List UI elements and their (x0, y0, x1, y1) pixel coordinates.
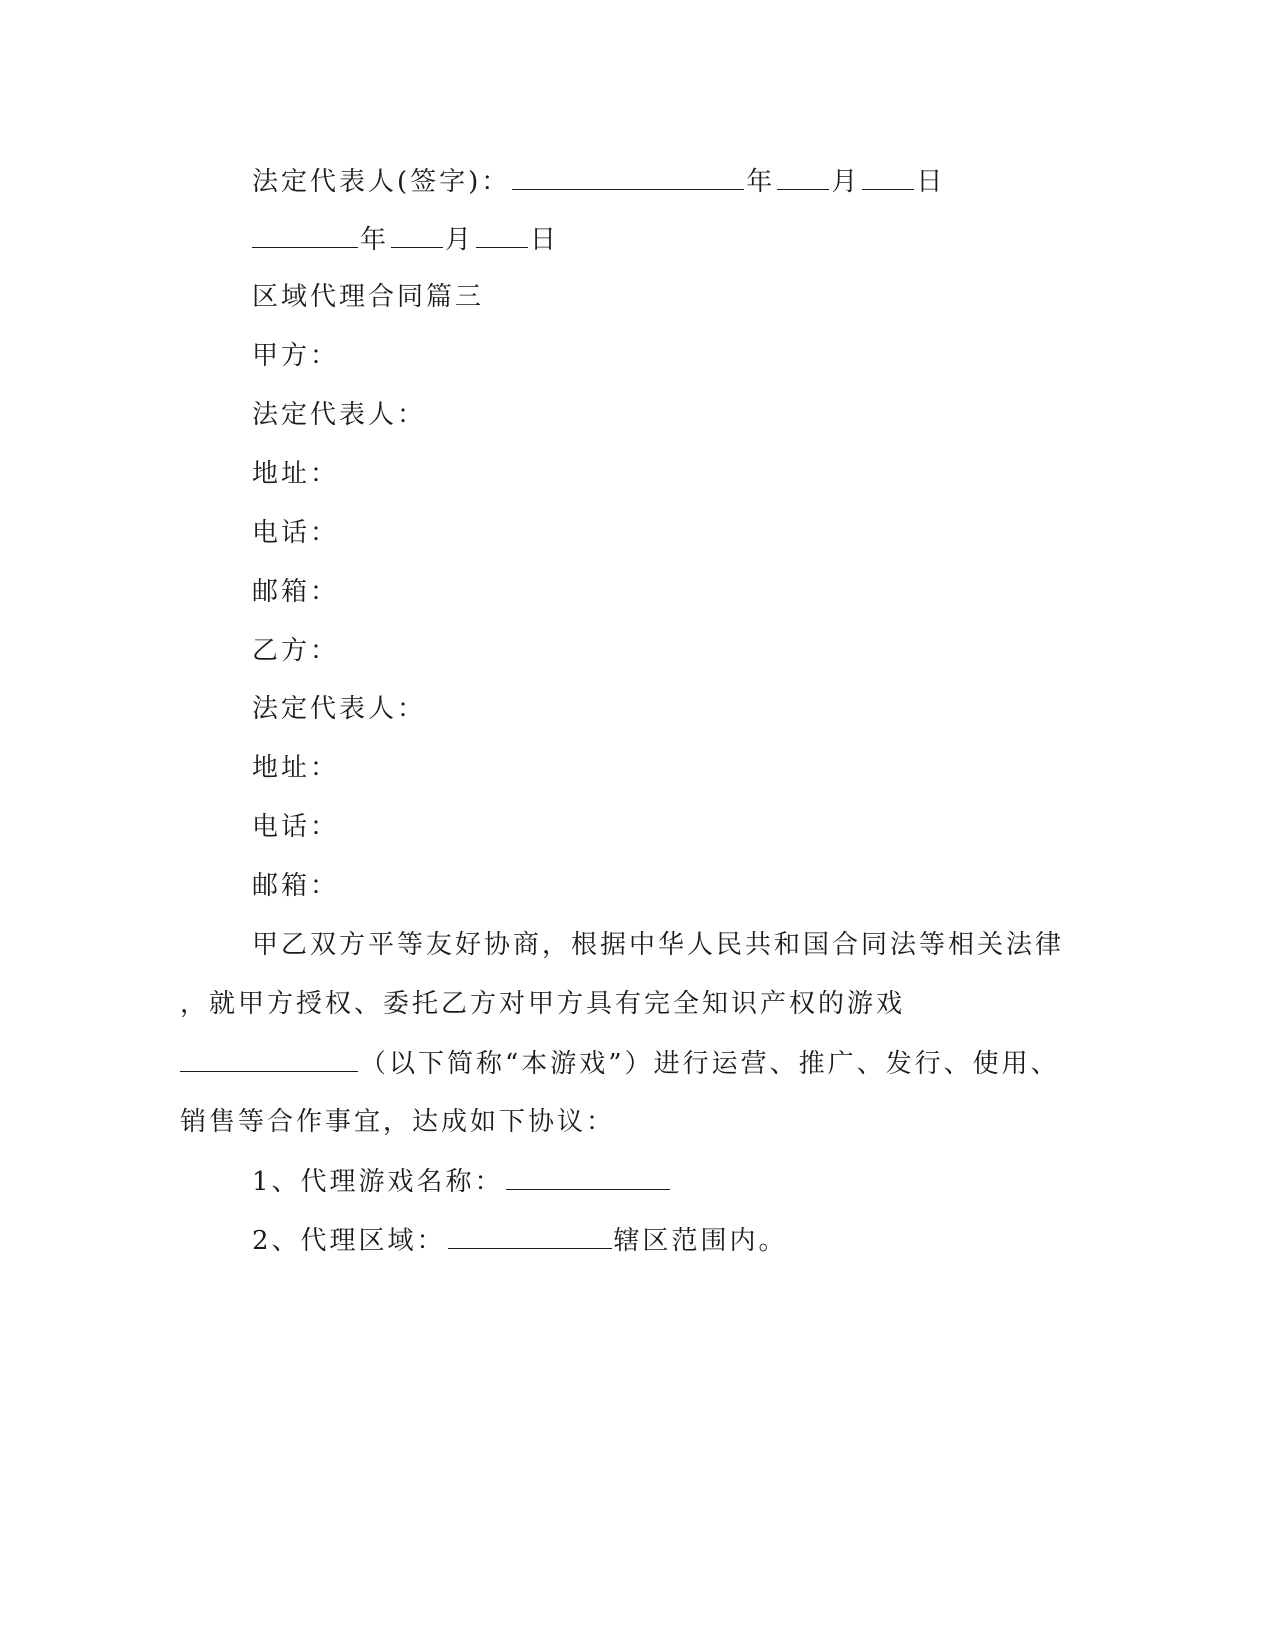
date-month: 月 (445, 225, 475, 255)
clause-2 (252, 1222, 788, 1259)
party-a-phone: 电话： (252, 518, 340, 548)
preamble-line-3 (180, 1045, 1060, 1082)
party-a-rep: 法定代表人： (252, 400, 427, 430)
clause-2-blank[interactable] (448, 1222, 612, 1249)
clause-1 (252, 1163, 672, 1200)
signature-month: 月 (831, 167, 861, 197)
preamble-line-3-text: （以下简称“本游戏”）进行运营、推广、发行、使用、 (360, 1049, 1060, 1079)
party-a-address: 地址： (252, 459, 340, 489)
preamble-line-1: 甲乙双方平等友好协商，根据中华人民共和国合同法等相关法律 (252, 930, 1065, 960)
date-day-blank[interactable] (476, 221, 528, 248)
date-day: 日 (530, 225, 560, 255)
signature-day: 日 (916, 167, 946, 197)
party-b-label: 乙方： (252, 636, 340, 666)
month-blank[interactable] (862, 163, 914, 190)
clause-1-blank[interactable] (506, 1163, 670, 1190)
clause-1-label: 1、代理游戏名称： (252, 1167, 504, 1197)
party-b-email: 邮箱： (252, 871, 340, 901)
clause-2-suffix: 辖区范围内。 (613, 1226, 788, 1256)
preamble-line-4: 销售等合作事宜，达成如下协议： (180, 1107, 616, 1137)
date-line (252, 221, 559, 258)
party-b-address: 地址： (252, 753, 340, 783)
preamble-line-2: ，就甲方授权、委托乙方对甲方具有完全知识产权的游戏 (180, 989, 906, 1019)
signature-blank[interactable] (512, 163, 744, 190)
date-year-blank[interactable] (252, 221, 358, 248)
date-month-blank[interactable] (391, 221, 443, 248)
date-year: 年 (360, 225, 390, 255)
party-a-label: 甲方： (252, 341, 340, 371)
year-blank[interactable] (777, 163, 829, 190)
signature-line (252, 163, 945, 200)
party-b-rep: 法定代表人： (252, 694, 427, 724)
clause-2-label: 2、代理区域： (252, 1226, 446, 1256)
signature-year: 年 (746, 167, 776, 197)
signature-label: 法定代表人(签字)： (252, 167, 511, 197)
game-name-blank[interactable] (180, 1045, 358, 1072)
party-b-phone: 电话： (252, 812, 340, 842)
party-a-email: 邮箱： (252, 577, 340, 607)
section-title: 区域代理合同篇三 (252, 282, 485, 312)
